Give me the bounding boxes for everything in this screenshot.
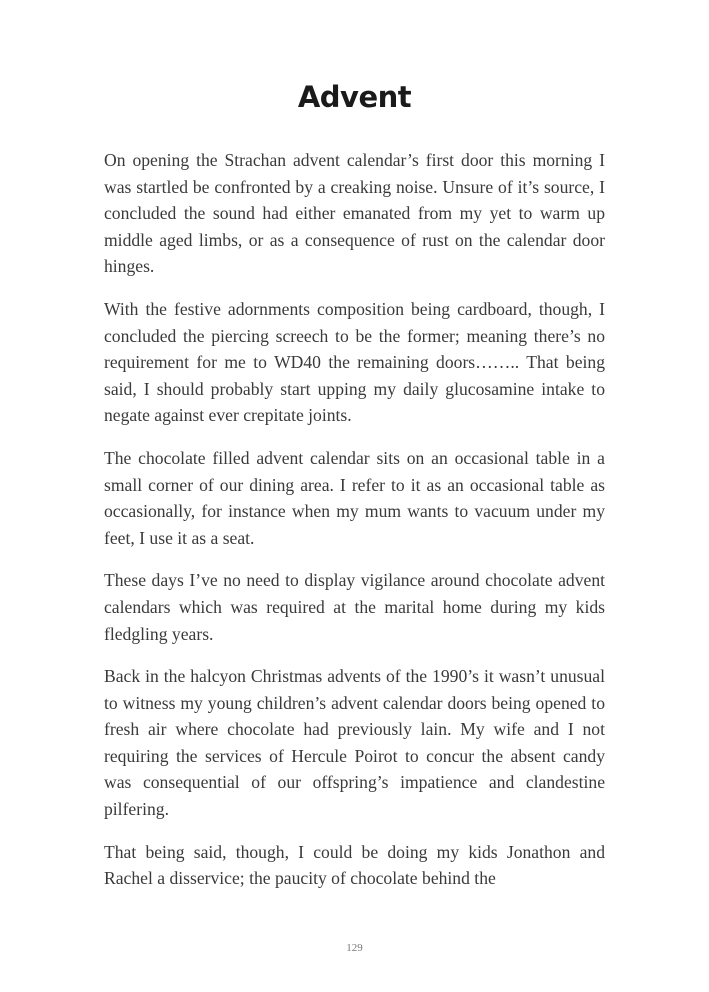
page-title: Advent <box>297 80 412 114</box>
paragraph: That being said, though, I could be doing my kids Jonathon and Rachel a disservice; the paucity of chocolate behind the <box>104 841 605 889</box>
paragraph: These days I’ve no need to display vigilance around chocolate advent calendars which was required at the marital home during my kids fledgling years. <box>104 570 605 644</box>
paragraph: On opening the Strachan advent calendar’s first door this morning I was startled be confronted by a creaking noise. Unsure of it’s source, I concluded the sound had either emanated from my yet to warm up middle aged limbs, or as a consequence of rust on the calendar door hinges. <box>104 150 605 277</box>
paragraph: The chocolate filled advent calendar sits on an occasional table in a small corner of our dining area. I refer to it as an occasional table as occasionally, for instance when my mum wants to vacuum under my feet, I use it as a seat. <box>104 447 605 548</box>
paragraph: Back in the halcyon Christmas advents of the 1990’s it wasn’t unusual to witness my young children’s advent calendar doors being opened to fresh air where chocolate had previously lain. My wife and I not requiring the services of Hercule Poirot to concur the absent candy was consequential of our offspring’s impatience and clandestine pilfering. <box>104 666 605 820</box>
paragraph: With the festive adornments composition being cardboard, though, I concluded the piercing screech to be the former; meaning there’s no requirement for me to WD40 the remaining doors…….. That being said, I should probably start upping my daily glucosamine intake to negate against ever crepitate joints. <box>104 298 605 426</box>
page-number: 129 <box>346 942 363 954</box>
body-text <box>104 147 605 892</box>
